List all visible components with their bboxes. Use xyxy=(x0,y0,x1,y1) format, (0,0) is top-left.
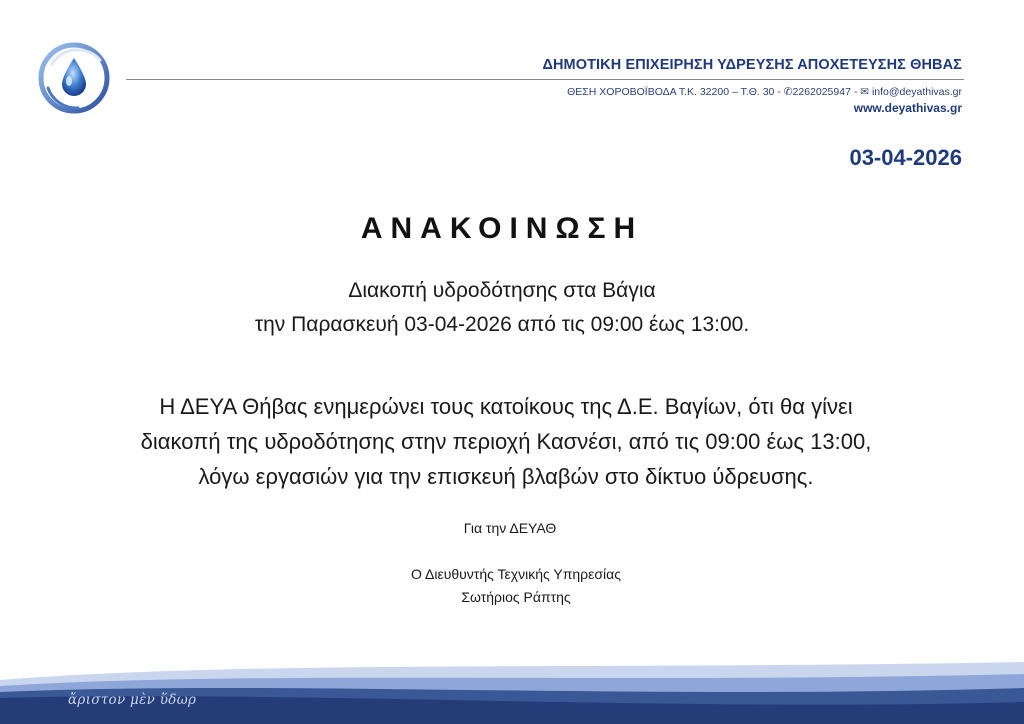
footer-motto: ἄριστον μὲν ὕδωρ xyxy=(68,692,197,708)
signature-role: Ο Διευθυντής Τεχνικής Υπηρεσίας xyxy=(411,566,621,582)
body-text-line: διακοπή της υδροδότησης στην περιοχή Κασνέσι, από τις 09:00 έως 13:00, xyxy=(140,429,872,454)
subtitle-line: Διακοπή υδροδότησης στα Βάγια xyxy=(348,279,656,302)
website-link[interactable]: www.deyathivas.gr xyxy=(853,101,962,115)
signature-for-line: Για την ΔΕΥΑΘ xyxy=(463,520,557,536)
contact-details: ΘΕΣΗ ΧΟΡΟΒΟΪΒΟΔΑ Τ.Κ. 32200 – Τ.Θ. 30 - ✆2262025947 - ✉ info@deyathivas.gr xyxy=(567,86,962,98)
header-divider xyxy=(126,79,964,80)
water-drop-logo-icon xyxy=(38,42,110,114)
body-text-line: λόγω εργασιών για την επισκευή βλαβών στο δίκτυο ύδρευσης. xyxy=(198,464,814,489)
body-text-line: Η ΔΕΥΑ Θήβας ενημερώνει τους κατοίκους της Δ.Ε. Βαγίων, ότι θα γίνει xyxy=(159,394,853,419)
announcement-title: ΑΝΑΚΟΙΝΩΣΗ xyxy=(360,212,644,245)
subtitle-line: την Παρασκευή 03-04-2026 από τις 09:00 έως 13:00. xyxy=(254,313,750,336)
footer-wave xyxy=(0,640,1024,724)
organization-name: ΔΗΜΟΤΙΚΗ ΕΠΙΧΕΙΡΗΣΗ ΥΔΡΕΥΣΗΣ ΑΠΟΧΕΤΕΥΣΗΣ ΘΗΒΑΣ xyxy=(542,57,962,73)
signature-name: Σωτήριος Ράπτης xyxy=(461,589,571,605)
document-date: 03-04-2026 xyxy=(849,145,962,170)
